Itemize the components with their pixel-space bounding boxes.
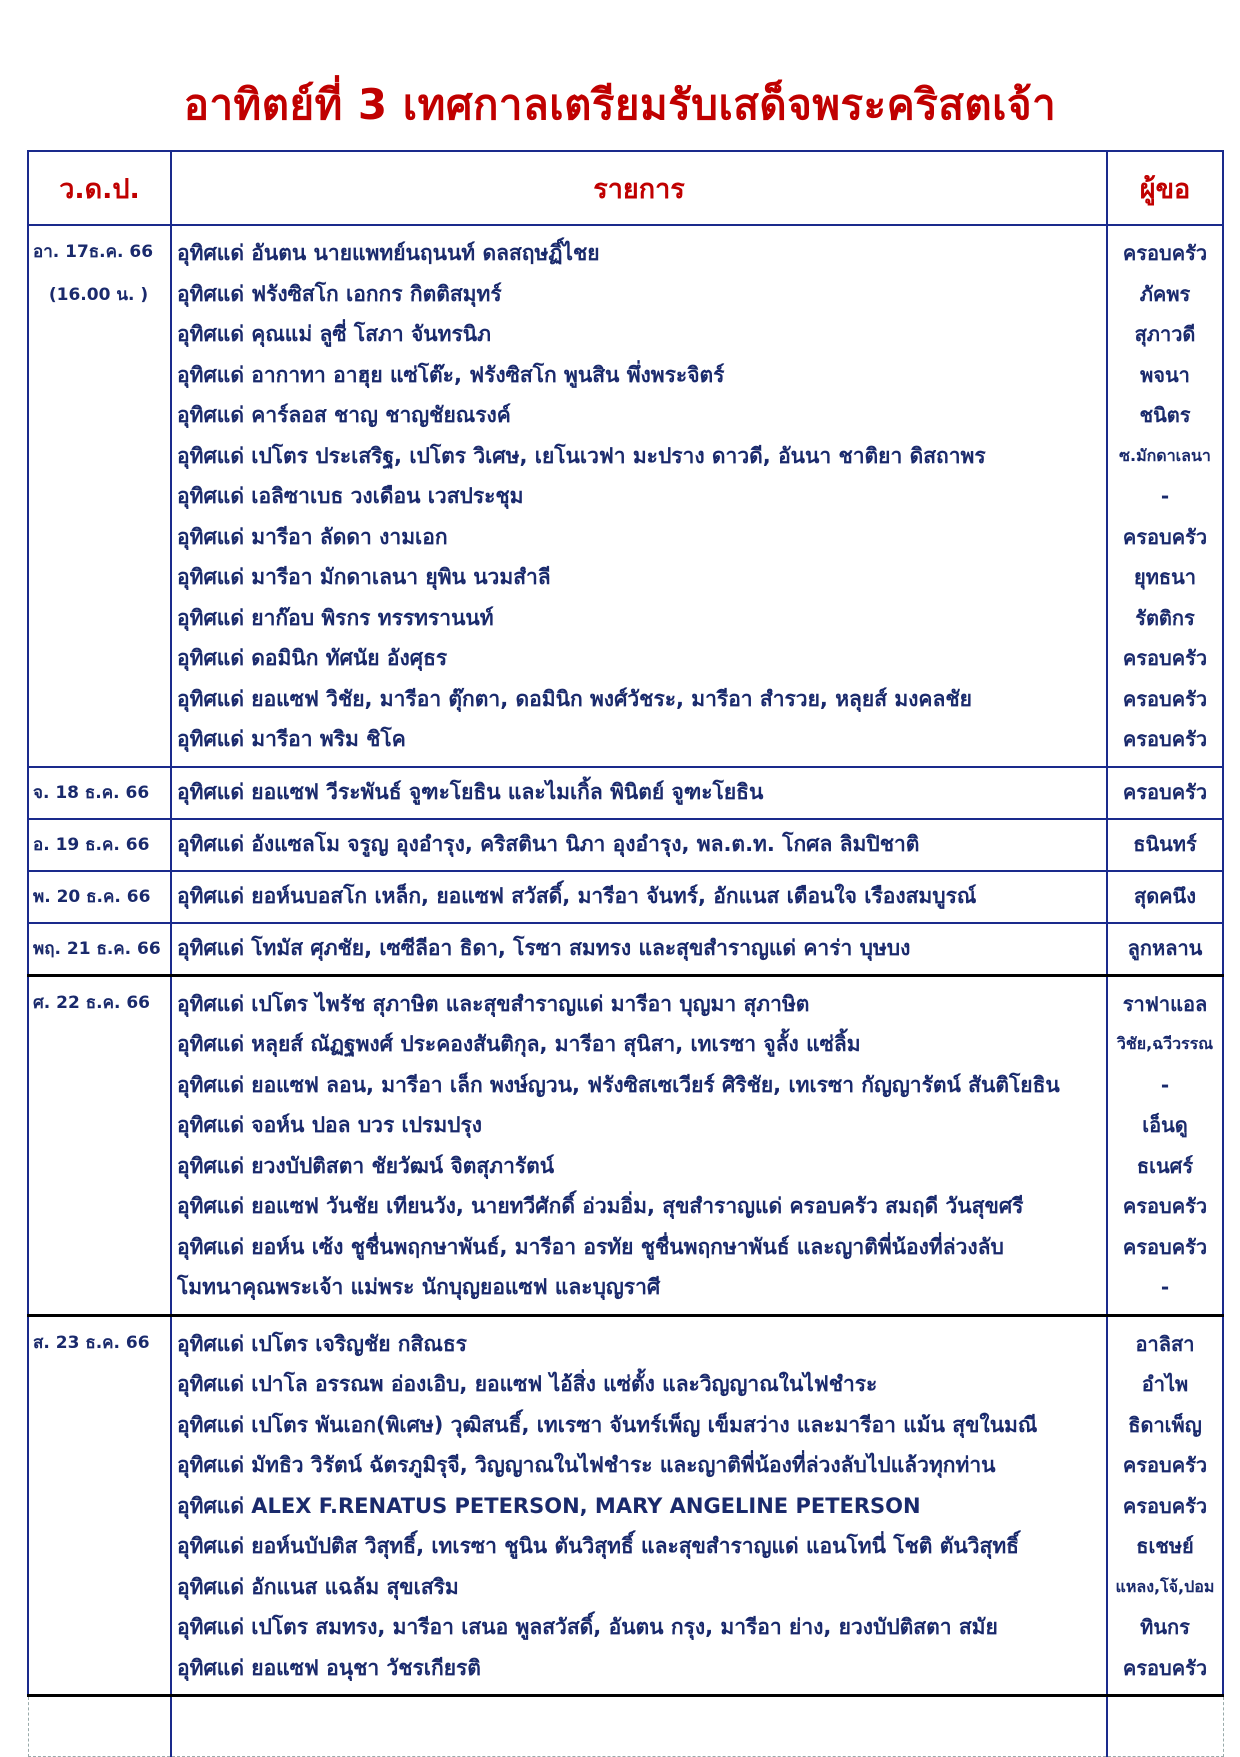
empty-cell xyxy=(28,1696,171,1757)
intention-line: อุทิศแด่ เปโตร ประเสริฐ, เปโตร วิเศษ, เยโนเวฟา มะปราง ดาวดี, อันนา ชาติยา ดิสถาพร xyxy=(177,443,986,468)
intention-line: อุทิศแด่ อังแซลโม จรูญ อุงอำรุง, คริสตินา นิภา อุงอำรุง, พล.ต.ท. โกศล ลิมปิชาติ xyxy=(177,832,920,857)
date-text: จ. 18 ธ.ค. 66 xyxy=(33,783,150,803)
intention-line: อุทิศแด่ เปโตร สมทรง, มารีอา เสนอ พูลสวัสดิ์, อันตน กรุง, มารีอา ย่าง, ยวงบัปติสตา สมัย xyxy=(177,1615,998,1639)
requester-name: - xyxy=(1160,484,1170,508)
date-text: ศ. 22 ธ.ค. 66 xyxy=(33,992,150,1013)
items-cell xyxy=(171,225,1107,767)
intention-line: อุทิศแด่ หลุยส์ ณัฏฐพงศ์ ประคองสันติกุล, มารีอา สุนิสา, เทเรซา จูลั้ง แซ่ลิ้ม xyxy=(177,1032,861,1056)
requester-name: สุภาวดี xyxy=(1134,322,1196,346)
intention-line: อุทิศแด่ เปโตร พันเอก(พิเศษ) วุฒิสนธิ์, เทเรซา จันทร์เพ็ญ เข็มสว่าง และมารีอา แม้น สุขในมณี xyxy=(177,1412,1038,1437)
intention-line: อุทิศแด่ ยอห์น เซ้ง ชูชื่นพฤกษาพันธ์, มารีอา อรทัย ชูชื่นพฤกษาพันธ์ และญาติพี่น้องที่ล่วงลับ xyxy=(177,1234,1004,1259)
intention-line: อุทิศแด่ ดอมินิก ทัศนัย อังศุธร xyxy=(177,646,448,670)
date-text: ส. 23 ธ.ค. 66 xyxy=(33,1332,150,1353)
items-cell xyxy=(171,975,1107,1315)
requester-cell xyxy=(1107,871,1223,923)
requester-name: พจนา xyxy=(1140,362,1190,387)
requester-name: อำไพ xyxy=(1141,1372,1189,1396)
items-cell xyxy=(171,767,1107,819)
table-row xyxy=(28,767,1223,819)
intention-line: อุทิศแด่ มารีอา ลัดดา งามเอก xyxy=(177,524,448,549)
table-row xyxy=(28,225,1223,767)
table-header-row xyxy=(28,151,1223,225)
requester-name: ชนิตร xyxy=(1139,403,1191,427)
items-cell xyxy=(171,871,1107,923)
requester-name: ครอบครัว xyxy=(1122,1493,1208,1518)
intention-line: อุทิศแด่ อากาทา อาฮุย แซ่โต๊ะ, ฟรังซิสโก พูนสิน พึ่งพระจิตร์ xyxy=(177,362,725,387)
requester-name: ครอบครัว xyxy=(1122,686,1208,711)
requester-name: ทินกร xyxy=(1140,1615,1190,1639)
requester-name: ธนินทร์ xyxy=(1133,832,1197,857)
intention-line: อุทิศแด่ เปโตร ไพรัช สุภาษิต และสุขสำราญแด่ มารีอา บุญมา สุภาษิต xyxy=(177,991,810,1016)
intention-line: อุทิศแด่ ยอแซฟ ลอน, มารีอา เล็ก พงษ์ญวน, ฟรังซิสเซเวียร์ ศิริชัย, เทเรซา กัญญารัตน์ สันติโยธิน xyxy=(177,1072,1060,1097)
intention-line: อุทิศแด่ ยอห์นบอสโก เหล็ก, ยอแซฟ สวัสดิ์, มารีอา จันทร์, อักแนส เตือนใจ เรืองสมบูรณ์ xyxy=(177,884,977,909)
intention-line: อุทิศแด่ ยอแซฟ อนุชา วัชรเกียรติ xyxy=(177,1655,481,1680)
items-cell xyxy=(171,1315,1107,1696)
intention-line: อุทิศแด่ ยอห์นบัปติส วิสุทธิ์, เทเรซา ชูนิน ตันวิสุทธิ์ และสุขสำราญแด่ แอนโทนี่ โชติ ตันวิสุทธิ์ xyxy=(177,1534,1019,1558)
intention-line: อุทิศแด่ ฟรังซิสโก เอกกร กิตติสมุทร์ xyxy=(177,281,502,306)
intention-line: อุทิศแด่ คุณแม่ ลูซี่ โสภา จันทรนิภ xyxy=(177,322,491,346)
table-row xyxy=(28,1315,1223,1696)
requester-cell xyxy=(1107,975,1223,1315)
page-title: อาทิตย์ที่ 3 เทศกาลเตรียมรับเสด็จพระคริสตเจ้า xyxy=(183,80,1057,129)
intention-line: อุทิศแด่ ยวงบัปติสตา ชัยวัฒน์ จิตสุภารัตน์ xyxy=(177,1153,555,1178)
mass-intention-table xyxy=(27,150,1224,1757)
requester-name: สุดคนึง xyxy=(1133,884,1196,909)
intention-line: อุทิศแด่ อันตน นายแพทย์นฤนนท์ ดลสฤษฏิ์ไชย xyxy=(177,241,600,265)
intention-line: อุทิศแด่ คาร์ลอส ชาญ ชาญชัยณรงค์ xyxy=(177,403,511,427)
table-row xyxy=(28,871,1223,923)
requester-name: ภัคพร xyxy=(1139,281,1191,306)
header-items: รายการ xyxy=(171,151,1107,225)
requester-name: แหลง,โจ้,ปอม xyxy=(1115,1576,1215,1596)
requester-name: ครอบครัว xyxy=(1122,524,1208,549)
requester-cell xyxy=(1107,819,1223,871)
table-row xyxy=(28,923,1223,976)
intention-line: อุทิศแด่ อักแนส แฉล้ม สุขเสริม xyxy=(177,1574,459,1599)
date-cell xyxy=(28,819,171,871)
header-requester: ผู้ขอ xyxy=(1107,151,1223,225)
requester-name: ครอบครัว xyxy=(1122,1234,1208,1259)
intention-line: อุทิศแด่ ยาก๊อบ พิรกร ทรรทรานนท์ xyxy=(177,605,494,630)
requester-name: ธเชษย์ xyxy=(1136,1534,1194,1558)
intention-line: อุทิศแด่ มัทธิว วิรัตน์ ฉัตรภูมิรุจี, วิญญาณในไฟชำระ และญาติพี่น้องที่ล่วงลับไปแล้วทุกท่าน xyxy=(177,1453,996,1477)
items-cell xyxy=(171,819,1107,871)
intention-line: อุทิศแด่ เปาโล อรรณพ อ่องเอิบ, ยอแซฟ ไอ้สิ่ง แซ่ตั้ง และวิญญาณในไฟชำระ xyxy=(177,1372,878,1396)
requester-cell xyxy=(1107,923,1223,976)
requester-name: ธเนศร์ xyxy=(1136,1153,1194,1178)
empty-cell xyxy=(1107,1696,1223,1757)
intention-line: อุทิศแด่ จอห์น ปอล บวร เปรมปรุง xyxy=(177,1113,483,1137)
table-row xyxy=(28,975,1223,1315)
intention-line: อุทิศแด่ ยอแซฟ วันชัย เทียนวัง, นายทวีศักดิ์ อ่วมอิ่ม, สุขสำราญแด่ ครอบครัว สมฤดี วันสุขศรี xyxy=(177,1194,1024,1218)
table-row xyxy=(28,819,1223,871)
requester-name: ลูกหลาน xyxy=(1127,936,1203,961)
intention-line: อุทิศแด่ ยอแซฟ วีระพันธ์ จูฑะโยธิน และไมเกิ้ล พินิตย์ จูฑะโยธิน xyxy=(177,780,764,805)
requester-name: ราฟาแอล xyxy=(1122,991,1208,1016)
date-cell xyxy=(28,225,171,767)
requester-name: ซ.มักดาเลนา xyxy=(1119,445,1211,465)
date-cell xyxy=(28,1315,171,1696)
header-date: ว.ด.ป. xyxy=(28,151,171,225)
requester-name: ครอบครัว xyxy=(1122,780,1208,805)
date-cell xyxy=(28,923,171,976)
intention-line: อุทิศแด่ โทมัส ศุภชัย, เซซีลีอา ธิดา, โรซา สมทรง และสุขสำราญแด่ คาร่า บุษบง xyxy=(177,936,911,961)
intention-line: อุทิศแด่ ALEX F.RENATUS PETERSON, MARY ANGELINE PETERSON xyxy=(177,1493,921,1518)
requester-name: เอ็นดู xyxy=(1142,1113,1188,1137)
items-cell xyxy=(171,923,1107,976)
date-cell xyxy=(28,975,171,1315)
intention-line: อุทิศแด่ ยอแซฟ วิชัย, มารีอา ตุ๊กตา, ดอมินิก พงศ์วัชระ, มารีอา สำรวย, หลุยส์ มงคลชัย xyxy=(177,686,972,711)
requester-cell xyxy=(1107,225,1223,767)
date-text: พ. 20 ธ.ค. 66 xyxy=(33,887,151,907)
requester-name: วิชัย,ฉวีวรรณ xyxy=(1116,1034,1214,1053)
requester-name: รัตติกร xyxy=(1135,605,1195,630)
intention-line: อุทิศแด่ มารีอา พริม ชิโค xyxy=(177,727,406,751)
requester-name: ครอบครัว xyxy=(1122,727,1208,751)
intention-line: อุทิศแด่ เอลิซาเบธ วงเดือน เวสประชุม xyxy=(177,484,524,508)
requester-name: - xyxy=(1160,1072,1170,1097)
empty-cell xyxy=(171,1696,1107,1757)
requester-name: ครอบครัว xyxy=(1122,1453,1208,1477)
date-time-text: (16.00 น. ) xyxy=(48,285,149,305)
date-cell xyxy=(28,871,171,923)
intention-line: อุทิศแด่ มารีอา มักดาเลนา ยุพิน นวมสำลี xyxy=(177,565,551,589)
requester-name: ครอบครัว xyxy=(1122,241,1208,265)
requester-name: ยุทธนา xyxy=(1133,565,1196,589)
date-text: อา. 17ธ.ค. 66 xyxy=(33,242,154,262)
empty-row xyxy=(28,1696,1223,1757)
date-cell xyxy=(28,767,171,819)
requester-name: ครอบครัว xyxy=(1122,646,1208,670)
intention-line: โมทนาคุณพระเจ้า แม่พระ นักบุญยอแซฟ และบุญราศี xyxy=(177,1275,661,1299)
date-text: อ. 19 ธ.ค. 66 xyxy=(33,835,150,855)
requester-cell xyxy=(1107,1315,1223,1696)
intention-line: อุทิศแด่ เปโตร เจริญชัย กสิณธร xyxy=(177,1331,467,1356)
requester-name: ครอบครัว xyxy=(1122,1194,1208,1218)
requester-cell xyxy=(1107,767,1223,819)
date-text: พฤ. 21 ธ.ค. 66 xyxy=(33,939,161,959)
requester-name: ธิดาเพ็ญ xyxy=(1128,1412,1202,1437)
requester-name: อาลิสา xyxy=(1135,1331,1195,1356)
requester-name: ครอบครัว xyxy=(1122,1655,1208,1680)
table-body xyxy=(28,225,1223,1757)
requester-name: - xyxy=(1160,1275,1170,1299)
